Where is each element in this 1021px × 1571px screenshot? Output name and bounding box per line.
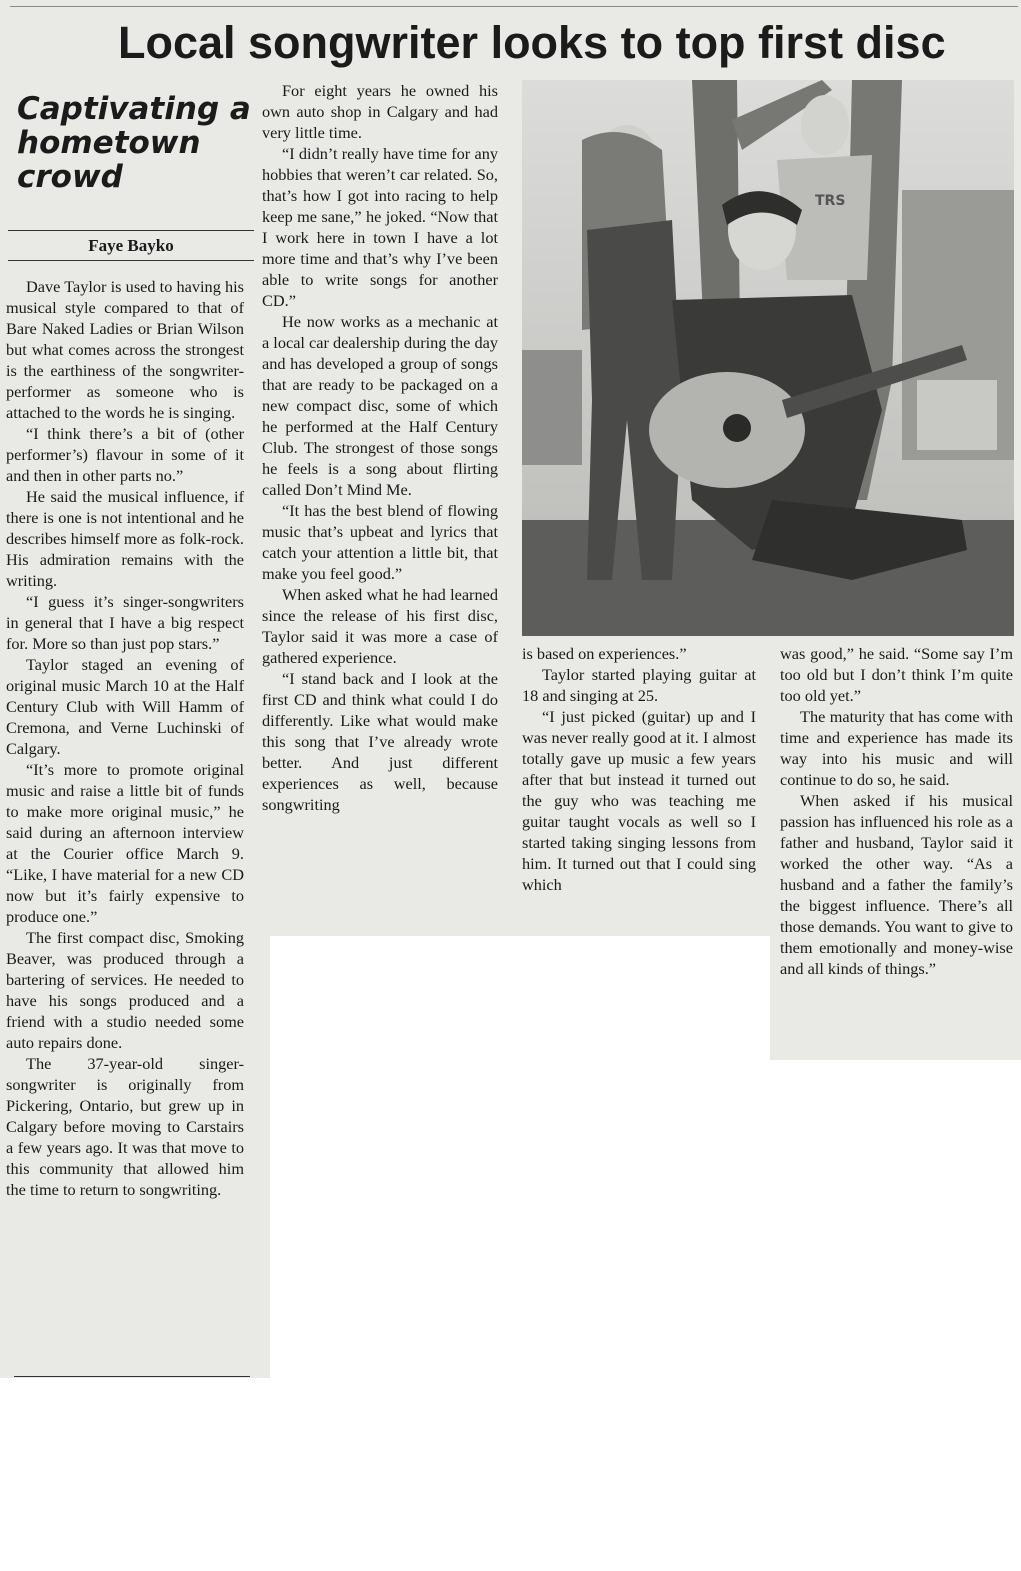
headline: Local songwriter looks to top first disc: [118, 17, 946, 68]
article-column-1: [6, 276, 244, 1200]
paragraph: “I just picked (guitar) up and I was never really good at it. I almost totally gave up music a few years after that but instead it turned out the guy who was teaching me guitar taught vocals as well so I started taking singing lessons from him. It turned out that I could sing which: [522, 707, 756, 894]
paragraph: “I guess it’s singer-songwriters in general that I have a big respect for. More so than just pop stars.”: [6, 592, 244, 653]
byline-top-rule: [8, 230, 254, 231]
top-rule: [10, 6, 1018, 7]
paragraph-continued: is based on experiences.”: [522, 644, 687, 663]
byline-bottom-rule: [8, 260, 254, 261]
building-left: [522, 350, 582, 465]
paragraph-continued: “I stand back and I look at the first CD and think what could I do differently. Like what would make this song that I’ve already wrote better. And just different experiences as well, because songwriting: [262, 669, 498, 814]
paragraph: “It has the best blend of flowing music that’s upbeat and lyrics that catch your attention a little bit, that make you feel good.”: [262, 501, 498, 583]
paragraph: When asked what he had learned since the release of his first disc, Taylor said it was more a case of gathered experience.: [262, 585, 498, 667]
paragraph: Dave Taylor is used to having his musical style compared to that of Bare Naked Ladies or Brian Wilson but what comes across the strongest is the earthiness of the songwriter-performer as someone who is attached to the words he is singing.: [6, 277, 244, 422]
boy-head: [801, 95, 849, 155]
paragraph: The first compact disc, Smoking Beaver, was produced through a bartering of services. He needed to have his songs produced and a friend with a studio needed some auto repairs done.: [6, 928, 244, 1052]
article-column-3: [522, 643, 756, 895]
paragraph: When asked if his musical passion has influenced his role as a father and husband, Taylor said it worked the other way. “As a husband and a father the family’s the biggest influence. There’s all those demands. You want to give to them emotionally and money-wise and all kinds of things.”: [780, 791, 1013, 978]
lattice: [917, 380, 997, 450]
article-photo: [522, 80, 1014, 636]
column-end-rule: [14, 1376, 250, 1377]
paragraph: He said the musical influence, if there is one is not intentional and he describes himself more as folk-rock. His admiration remains with the writing.: [6, 487, 244, 590]
paragraph: “I didn’t really have time for any hobbies that weren’t car related. So, that’s how I got into racing to help keep me sane,” he joked. “Now that I work here in town I have a lot more time and that’s why I’ve been able to write songs for another CD.”: [262, 144, 498, 310]
jersey-text: TRS: [815, 193, 846, 209]
guitar-soundhole: [723, 414, 751, 442]
paragraph: The 37-year-old singer-songwriter is originally from Pickering, Ontario, but grew up in Calgary before moving to Carstairs a few years ago. It was that move to this community that allowed him the time to return to songwriting.: [6, 1054, 244, 1199]
paragraph: “I think there’s a bit of (other performer’s) flavour in some of it and then in other parts no.”: [6, 424, 244, 485]
paragraph-continued: was good,” he said. “Some say I’m too old but I don’t think I’m quite too old yet.”: [780, 644, 1013, 705]
article-column-4: [780, 643, 1013, 979]
paragraph: For eight years he owned his own auto shop in Calgary and had very little time.: [262, 81, 498, 142]
paragraph: “It’s more to promote original music and raise a little bit of funds to make more original music,” he said during an afternoon interview at the Courier office March 9. “Like, I have material for a new CD now but it’s fairly expensive to produce one.”: [6, 760, 244, 926]
kicker: Captivating a hometown crowd: [17, 91, 251, 195]
paragraph: Taylor started playing guitar at 18 and singing at 25.: [522, 665, 756, 705]
article-column-2: [262, 80, 498, 815]
byline: Faye Bayko: [88, 236, 174, 255]
paragraph: Taylor staged an evening of original music March 10 at the Half Century Club with Will Hamm of Cremona, and Verne Luchinski of Calgary.: [6, 655, 244, 758]
photo-illustration: [522, 80, 1014, 636]
paragraph: The maturity that has come with time and experience has made its way into his music and will continue to do so, he said.: [780, 707, 1013, 789]
paragraph: He now works as a mechanic at a local car dealership during the day and has developed a group of songs that are ready to be packaged on a new compact disc, some of which he performed at the Half Century Club. The strongest of those songs he feels is a song about flirting called Don’t Mind Me.: [262, 312, 498, 499]
